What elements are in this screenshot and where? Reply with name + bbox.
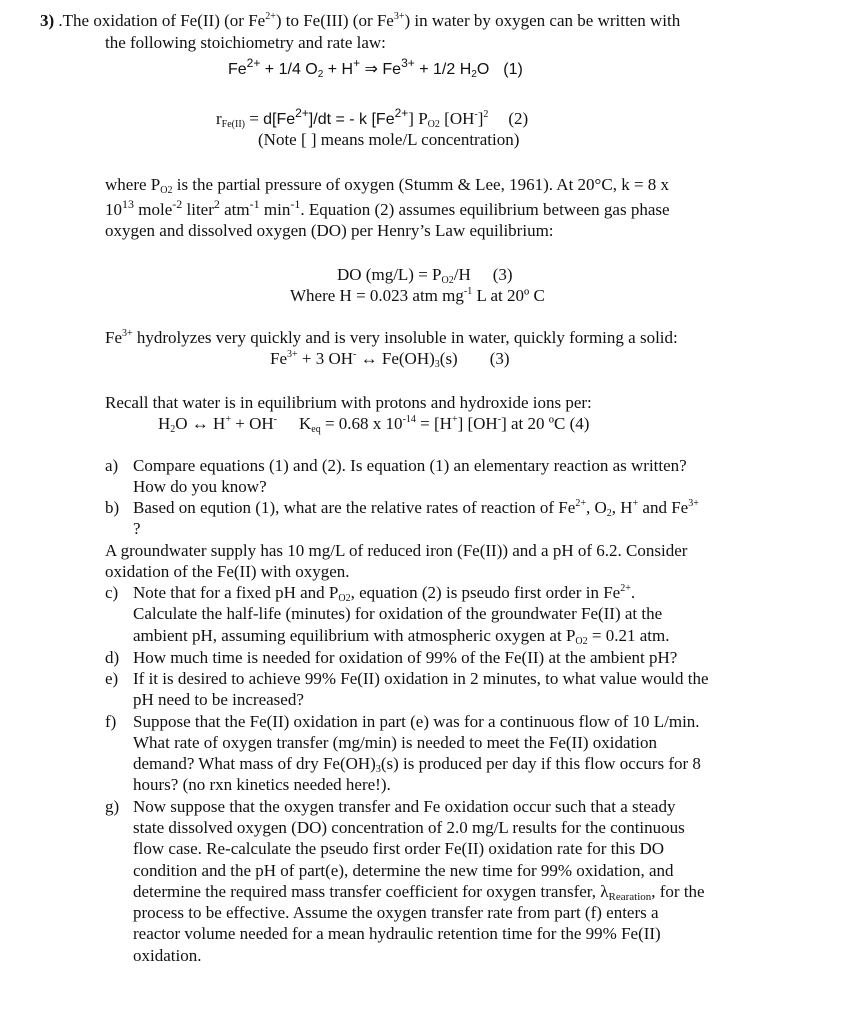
item-a-line1: Compare equations (1) and (2). Is equation (1) an elementary reaction as written?: [133, 456, 687, 475]
item-f-line4: hours? (no rxn kinetics needed here!).: [133, 775, 391, 794]
para1-line3: oxygen and dissolved oxygen (DO) per Henry’s Law equilibrium:: [105, 221, 554, 240]
problem-intro-line2: the following stoichiometry and rate law:: [105, 33, 386, 52]
item-f-line2: What rate of oxygen transfer (mg/min) is needed to meet the Fe(II) oxidation: [133, 733, 657, 752]
item-e-line1: If it is desired to achieve 99% Fe(II) oxidation in 2 minutes, to what value would the: [133, 669, 709, 688]
item-e-label: e): [105, 669, 119, 688]
para2-line1: $Fe^{3+}$ hydrolyzes very quickly and is very insoluble in water, quickly forming a solid:: [105, 328, 678, 347]
equation-2-number: (2): [508, 109, 529, 128]
equation-1-number: (1): [503, 61, 523, 78]
item-g-line2: state dissolved oxygen (DO) concentration of 2.0 mg/L results for the continuous: [133, 818, 685, 837]
item-d-label: d): [105, 648, 120, 667]
para1-line1: where $P_{O2}$ is the partial pressure of oxygen (Stumm & Lee, 1961). At 20°C, k = 8 x: [105, 175, 670, 196]
item-g-line8: oxidation.: [133, 946, 202, 965]
equation-1: $Fe^{2+} + 1/4$ $O_2 + H^+$ ⇒ $Fe^{3+} + 1/2$ $H_2O$ (1): [228, 56, 523, 80]
item-g-line1: Now suppose that the oxygen transfer and Fe oxidation occur such that a steady: [133, 797, 676, 816]
equation-4: $H_2O$ ↔ H+ + OH- $K_{eq} = 0.68$ x $10^{-14} = [H^+]$ [OH-] at 20 ºC (4): [158, 414, 590, 435]
item-c-line3: ambient pH, assuming equilibrium with atmospheric oxygen at $P_{O2} = 0.21$ atm.: [133, 626, 670, 647]
equation-2-note: (Note [ ] means mole/L concentration): [258, 130, 520, 149]
item-g-line7: reactor volume needed for a mean hydraulic retention time for the 99% Fe(II): [133, 924, 661, 943]
equation-2: $r_{Fe(II)} = d[Fe^{2+}]/dt$ = - k $[Fe^{2+}]$ $P_{O2}$ $[OH^-]^2$ (2): [216, 106, 529, 130]
item-a-line2: How do you know?: [133, 477, 267, 496]
problem-number: 3): [40, 11, 55, 30]
equation-3: DO $(mg/L) = P_{O2}/H$ (3): [337, 265, 513, 286]
item-c-line1: Note that for a fixed pH and $P_{O2}$, equation (2) is pseudo first order in $Fe^{2+}$.: [133, 583, 636, 604]
para3-line1: Recall that water is in equilibrium with protons and hydroxide ions per:: [105, 393, 592, 412]
item-c-label: c): [105, 583, 119, 602]
henry-constant: Where H = 0.023 atm $mg^{-1}$ L at 20º C: [290, 286, 545, 305]
item-f-line3: demand? What mass of dry $Fe(OH)_3(s)$ is produced per day if this flow occurs for 8: [133, 754, 701, 775]
item-f-label: f): [105, 712, 117, 731]
equation-3-number: (3): [492, 265, 513, 284]
item-c-line2: Calculate the half-life (minutes) for oxidation of the groundwater Fe(II) at the: [133, 604, 663, 623]
groundwater-line2: oxidation of the Fe(II) with oxygen.: [105, 562, 350, 581]
groundwater-line1: A groundwater supply has 10 mg/L of reduced iron (Fe(II)) and a pH of 6.2. Consider: [105, 541, 688, 560]
item-b-line2: ?: [133, 519, 141, 538]
item-g-line5: determine the required mass transfer coefficient for oxygen transfer, $\lambda_{Rearation}$, for the: [133, 882, 705, 903]
problem-intro-line1: 3) .The oxidation of Fe(II) (or $Fe^{2+}$) to Fe(III) (or $Fe^{3+}$) in water by oxygen can be written with: [40, 11, 681, 30]
item-g-line4: condition and the pH of part(e), determine the new time for 99% oxidation, and: [133, 861, 674, 880]
item-g-line6: process to be effective. Assume the oxygen transfer rate from part (f) enters a: [133, 903, 659, 922]
item-b-line1: Based on eqution (1), what are the relative rates of reaction of $Fe^{2+}$, $O_2$, H+ and $Fe^{3+}$: [133, 498, 699, 519]
item-g-line3: flow case. Re-calculate the pseudo first order Fe(II) oxidation rate for this DO: [133, 839, 665, 858]
item-g-label: g): [105, 797, 120, 816]
item-b-label: b): [105, 498, 120, 517]
para1-line2: $10^{13}$ mole$^{-2}$ liter$^2$ atm$^{-1}$ $\min^{-1}$. Equation (2) assumes equilibrium between gas phase: [105, 197, 670, 219]
item-e-line2: pH need to be increased?: [133, 690, 304, 709]
item-a-label: a): [105, 456, 119, 475]
equation-hydrolysis-number: (3): [489, 349, 510, 368]
item-d-line1: How much time is needed for oxidation of 99% of the Fe(II) at the ambient pH?: [133, 648, 678, 667]
equation-hydrolysis: $Fe^{3+} + 3$ OH- ↔ $Fe(OH)_3(s)$ (3): [270, 349, 510, 370]
item-f-line1: Suppose that the Fe(II) oxidation in part (e) was for a continuous flow of 10 L/min.: [133, 712, 700, 731]
